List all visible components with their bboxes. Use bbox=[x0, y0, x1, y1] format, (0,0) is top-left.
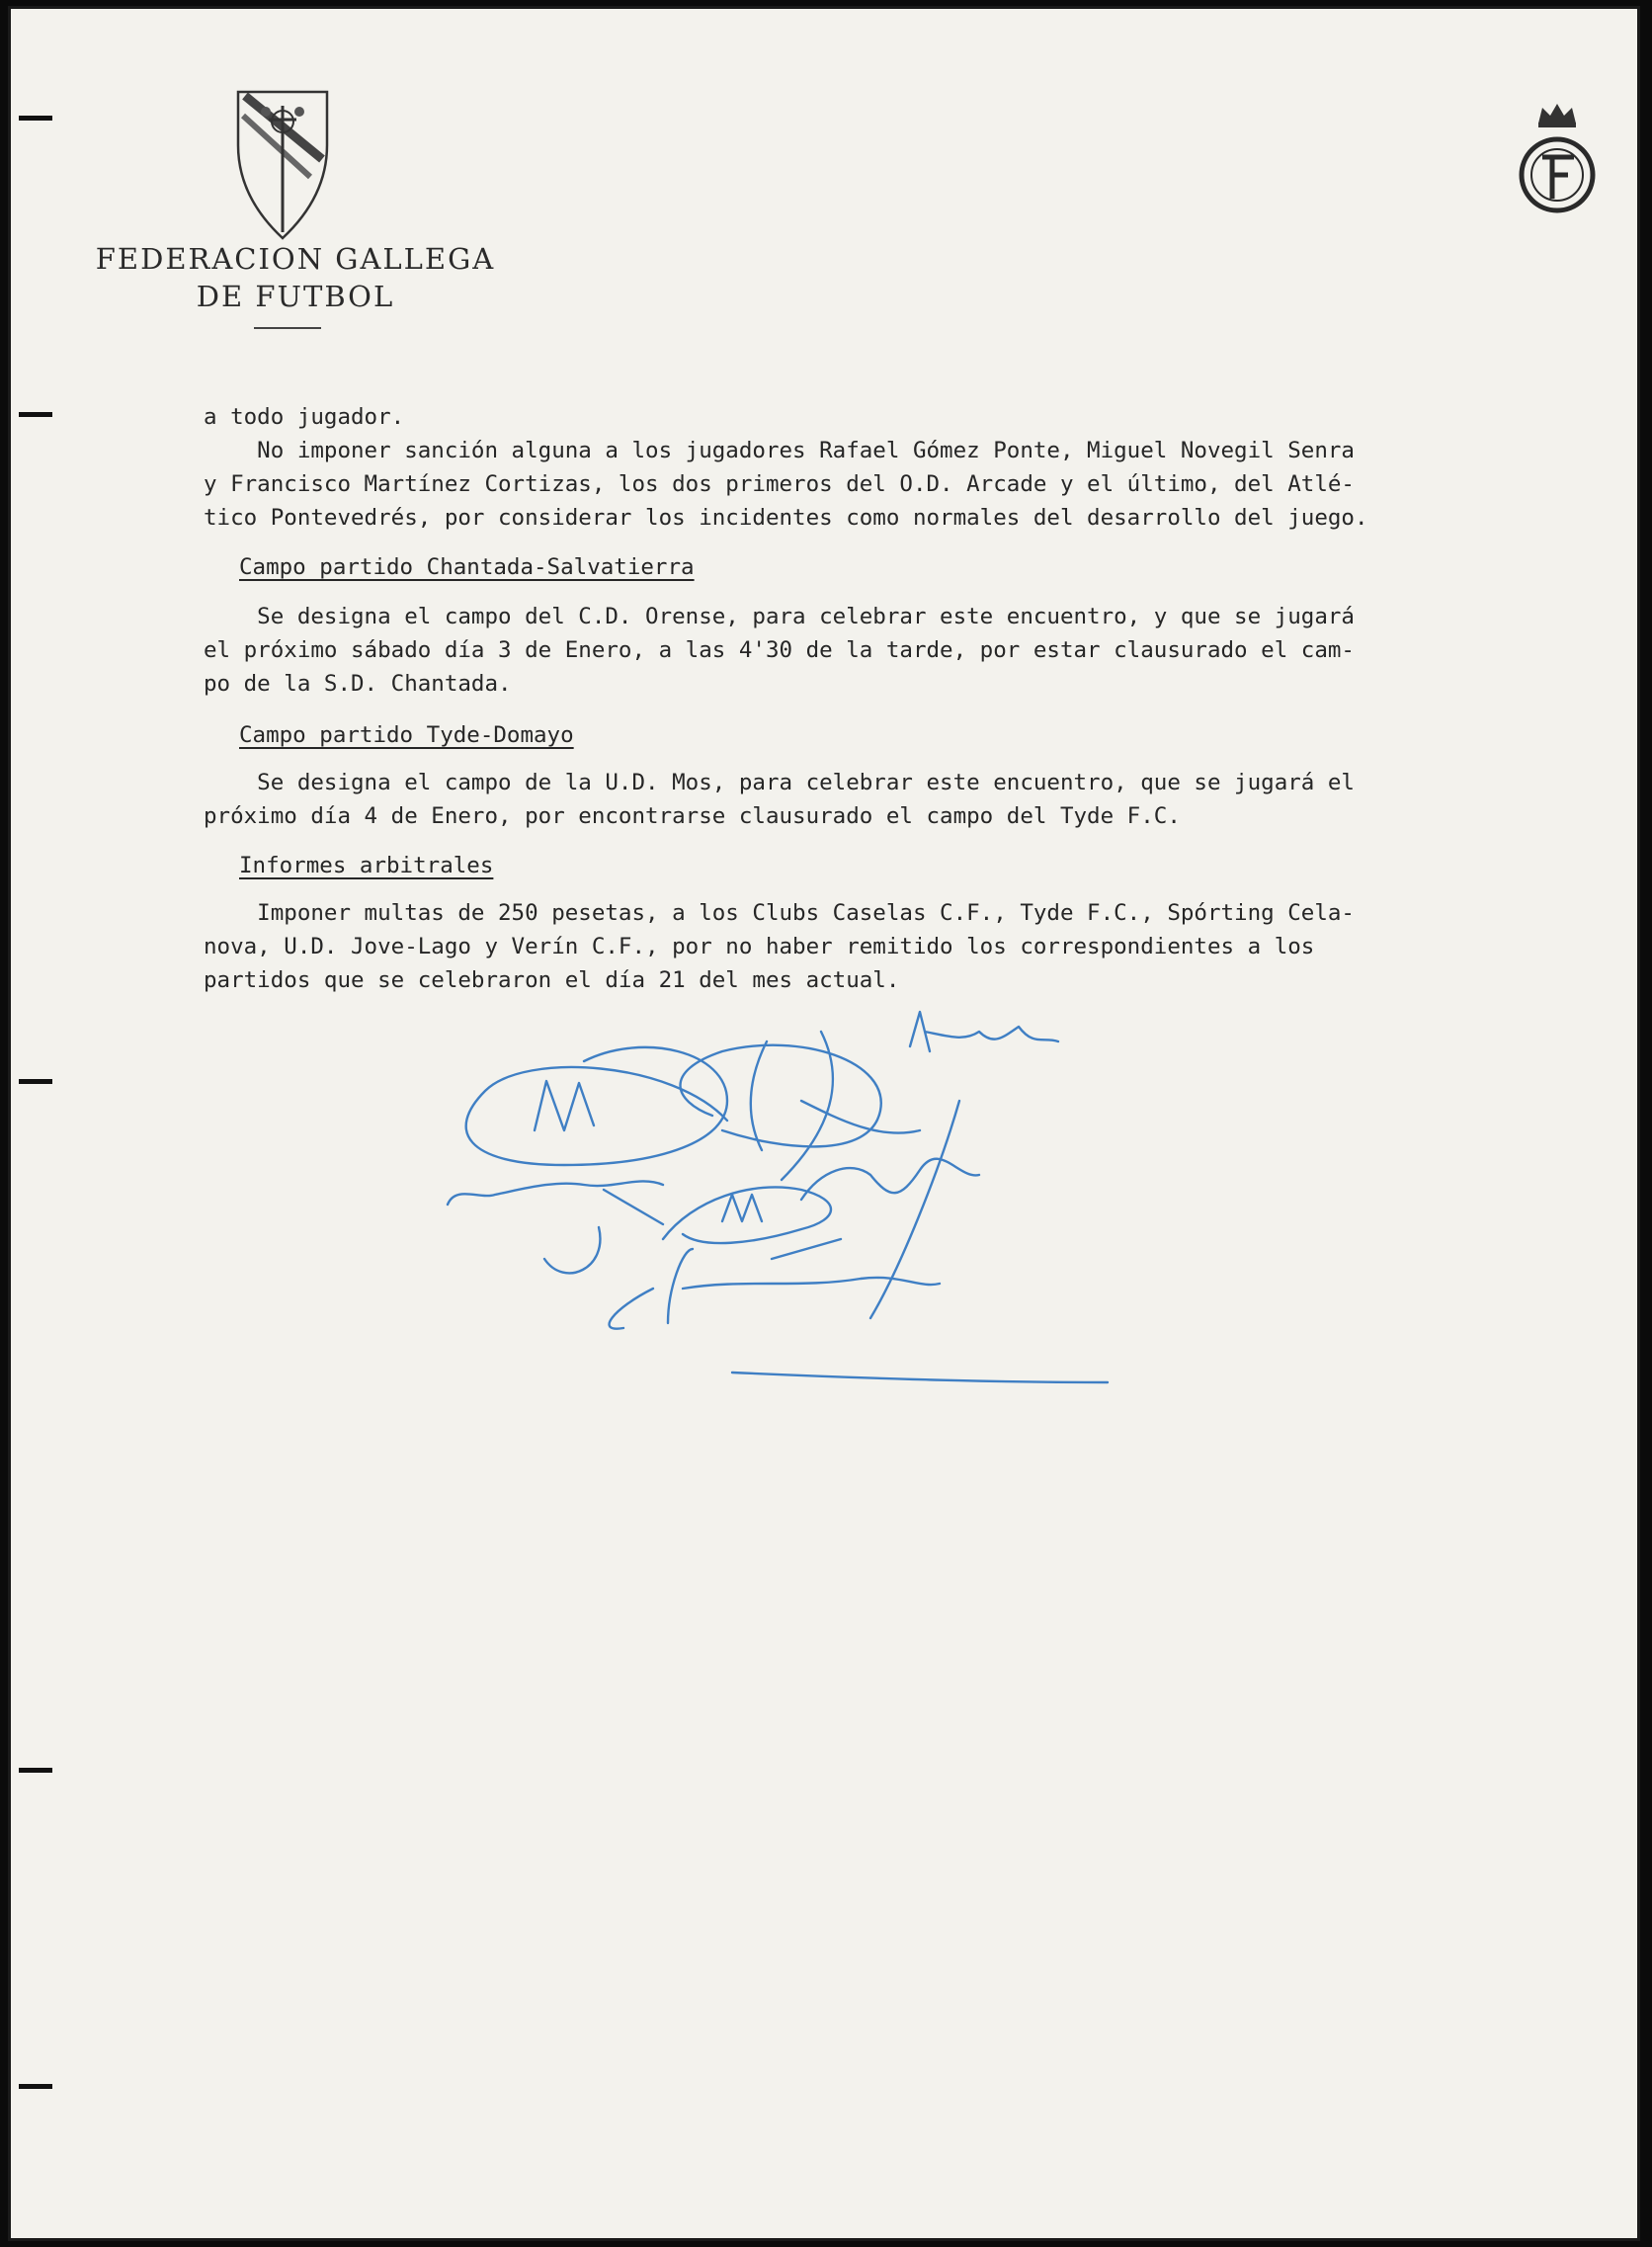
section-heading: Campo partido Tyde-Domayo bbox=[239, 722, 574, 748]
letterhead bbox=[88, 240, 503, 315]
body-line: el próximo sábado día 3 de Enero, a las 4'30 de la tarde, por estar clausurado el cam- bbox=[204, 637, 1355, 663]
letterhead-org-line2: DE FUTBOL bbox=[196, 280, 395, 313]
binder-hole-mark bbox=[19, 116, 52, 121]
body-line: próximo día 4 de Enero, por encontrarse clausurado el campo del Tyde F.C. bbox=[204, 803, 1181, 829]
federation-shield-logo bbox=[233, 86, 332, 244]
body-line: y Francisco Martínez Cortizas, los dos primeros del O.D. Arcade y el último, del Atlé- bbox=[204, 471, 1355, 497]
binder-hole-mark bbox=[19, 1079, 52, 1084]
rfef-crest-logo bbox=[1513, 96, 1602, 214]
body-line: nova, U.D. Jove-Lago y Verín C.F., por no haber remitido los correspondientes a los bbox=[204, 934, 1315, 959]
signature-underline bbox=[732, 1373, 1108, 1382]
binder-hole-mark bbox=[19, 412, 52, 417]
body-line: po de la S.D. Chantada. bbox=[204, 671, 512, 697]
signature-2 bbox=[681, 1032, 921, 1180]
signature-1 bbox=[466, 1047, 727, 1165]
body-line: Imponer multas de 250 pesetas, a los Clubs Caselas C.F., Tyde F.C., Spórting Cela- bbox=[204, 900, 1355, 926]
body-line: No imponer sanción alguna a los jugadores Rafael Gómez Ponte, Miguel Novegil Senra bbox=[204, 438, 1355, 463]
signatures-block bbox=[426, 992, 1513, 1526]
letterhead-org-line1: FEDERACION GALLEGA bbox=[95, 242, 496, 276]
signature-3 bbox=[910, 1012, 1058, 1051]
letterhead-divider bbox=[254, 327, 321, 329]
signature-6 bbox=[663, 1187, 831, 1243]
binder-hole-mark bbox=[19, 2084, 52, 2089]
body-line: Se designa el campo del C.D. Orense, para celebrar este encuentro, y que se jugará bbox=[204, 604, 1355, 629]
body-line: a todo jugador. bbox=[204, 404, 405, 430]
section-heading: Informes arbitrales bbox=[239, 853, 494, 878]
binder-hole-mark bbox=[19, 1768, 52, 1773]
signature-5 bbox=[448, 1181, 663, 1273]
body-line: Se designa el campo de la U.D. Mos, para celebrar este encuentro, que se jugará el bbox=[204, 770, 1355, 795]
body-line: partidos que se celebraron el día 21 del mes actual. bbox=[204, 967, 900, 993]
body-line: tico Pontevedrés, por considerar los incidentes como normales del desarrollo del juego. bbox=[204, 505, 1368, 531]
document-page bbox=[8, 6, 1640, 2241]
section-heading: Campo partido Chantada-Salvatierra bbox=[239, 554, 695, 580]
